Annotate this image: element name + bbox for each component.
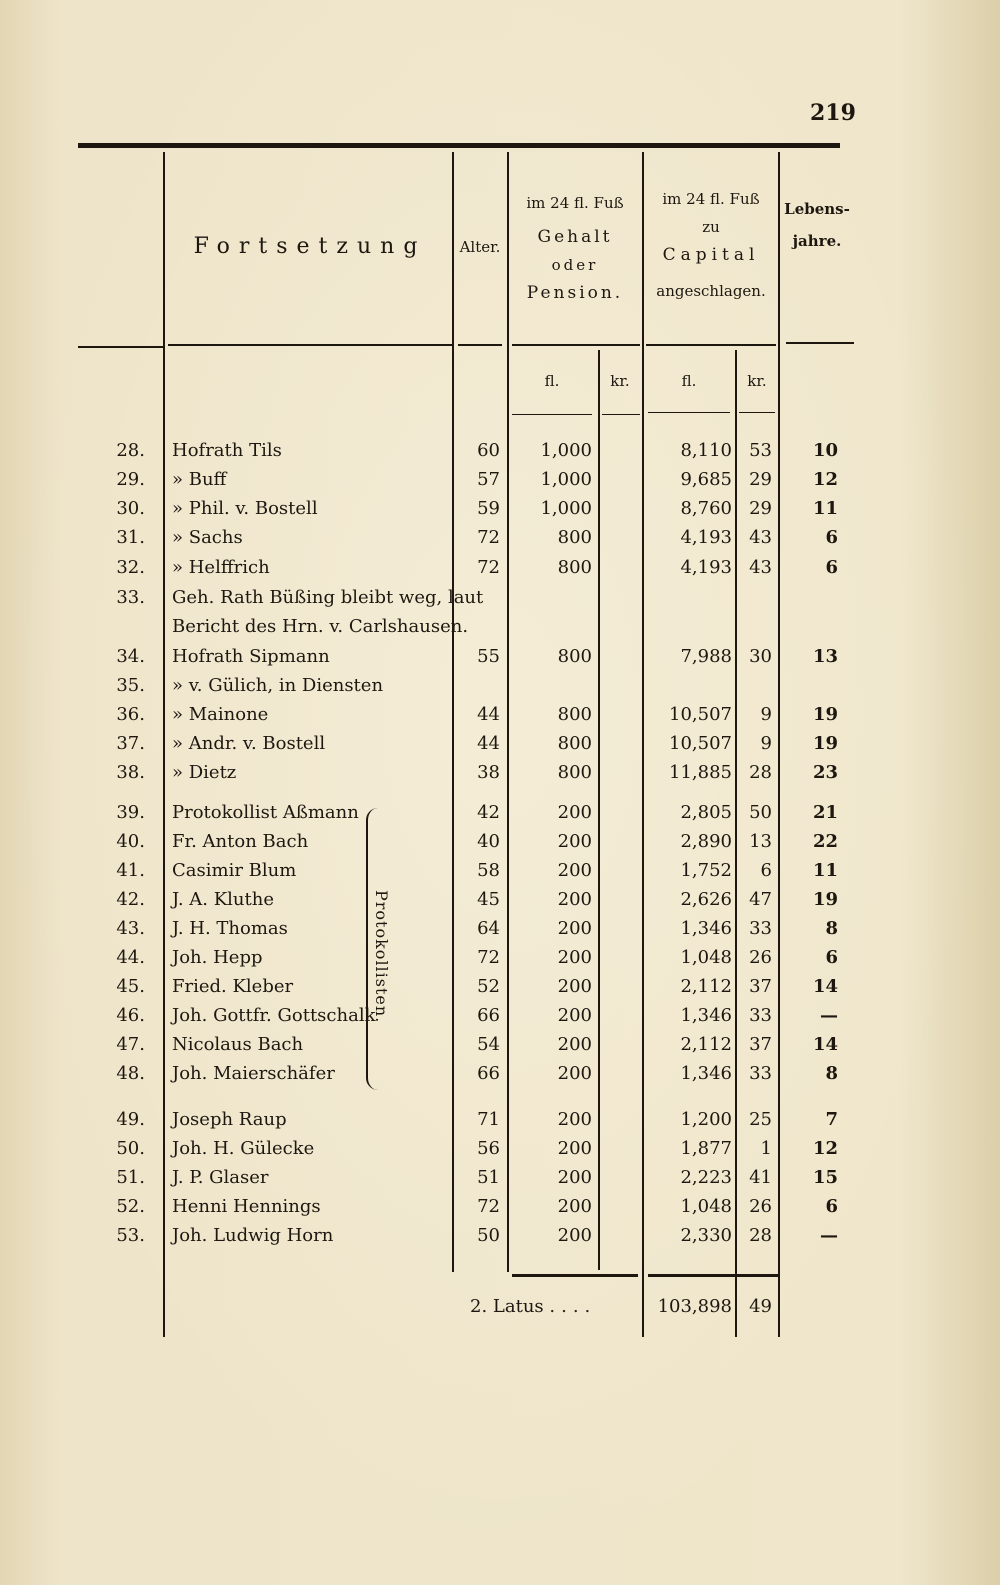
- row-lebensjahre: 6: [825, 1196, 838, 1217]
- table-row: [0, 553, 1000, 582]
- row-capital: 2,112: [680, 976, 732, 997]
- table-row: [0, 583, 1000, 612]
- row-number: 28.: [116, 440, 145, 461]
- row-name: Fr. Anton Bach: [172, 831, 309, 852]
- table-row: [0, 642, 1000, 671]
- table-row: [0, 758, 1000, 787]
- top-rule: [78, 143, 840, 148]
- row-number: 43.: [116, 918, 145, 939]
- row-alter: 72: [477, 1196, 500, 1217]
- row-gehalt: 200: [557, 1063, 592, 1084]
- row-lebensjahre: 12: [812, 469, 838, 490]
- row-number: 45.: [116, 976, 145, 997]
- row-name: » Sachs: [172, 527, 243, 548]
- row-name: Joh. Maierschäfer: [172, 1063, 335, 1084]
- row-lebensjahre: 8: [825, 1063, 838, 1084]
- row-number: 49.: [116, 1109, 145, 1130]
- group-label: Protokollisten.: [372, 890, 391, 1024]
- table-row: [0, 1105, 1000, 1134]
- row-gehalt: 200: [557, 976, 592, 997]
- row-lebensjahre: 19: [812, 733, 838, 754]
- row-name: » Buff: [172, 469, 227, 490]
- row-number: 36.: [116, 704, 145, 725]
- row-kreuzer: 1: [760, 1138, 772, 1159]
- row-name: J. H. Thomas: [172, 918, 288, 939]
- row-gehalt: 800: [557, 646, 592, 667]
- row-alter: 58: [477, 860, 500, 881]
- row-kreuzer: 29: [749, 469, 772, 490]
- row-kreuzer: 28: [749, 762, 772, 783]
- header-line: zu: [702, 218, 720, 236]
- table-row: [0, 827, 1000, 856]
- row-lebensjahre: —: [820, 1225, 838, 1246]
- row-name: » Andr. v. Bostell: [172, 733, 326, 754]
- row-number: 32.: [116, 557, 145, 578]
- row-capital: 2,890: [680, 831, 732, 852]
- row-number: 30.: [116, 498, 145, 519]
- row-alter: 66: [477, 1063, 500, 1084]
- row-alter: 71: [477, 1109, 500, 1130]
- row-lebensjahre: 22: [812, 831, 838, 852]
- row-kreuzer: 13: [749, 831, 772, 852]
- row-alter: 66: [477, 1005, 500, 1026]
- row-capital: 8,760: [680, 498, 732, 519]
- row-capital: 2,330: [680, 1225, 732, 1246]
- row-alter: 64: [477, 918, 500, 939]
- row-lebensjahre: 14: [812, 976, 838, 997]
- total-label-text: 2. Latus: [470, 1296, 544, 1317]
- header-line: Lebens-: [784, 200, 850, 218]
- row-name: Nicolaus Bach: [172, 1034, 304, 1055]
- row-alter: 72: [477, 947, 500, 968]
- row-kreuzer: 37: [749, 1034, 772, 1055]
- row-gehalt: 200: [557, 1138, 592, 1159]
- row-capital: 2,112: [680, 1034, 732, 1055]
- header-line: oder: [551, 256, 599, 274]
- row-name: Bericht des Hrn. v. Carlshausen.: [172, 616, 469, 637]
- row-lebensjahre: 19: [812, 889, 838, 910]
- row-kreuzer: 26: [749, 1196, 772, 1217]
- row-number: 52.: [116, 1196, 145, 1217]
- row-capital: 1,200: [680, 1109, 732, 1130]
- row-number: 46.: [116, 1005, 145, 1026]
- row-name: Geh. Rath Büßing bleibt weg, laut: [172, 587, 484, 608]
- row-capital: 2,223: [680, 1167, 732, 1188]
- row-name: Henni Hennings: [172, 1196, 321, 1217]
- row-gehalt: 800: [557, 733, 592, 754]
- table-row: [0, 494, 1000, 523]
- row-lebensjahre: 6: [825, 527, 838, 548]
- row-kreuzer: 33: [749, 918, 772, 939]
- row-gehalt: 200: [557, 1167, 592, 1188]
- row-lebensjahre: 11: [812, 498, 838, 519]
- row-number: 37.: [116, 733, 145, 754]
- row-name: J. P. Glaser: [172, 1167, 269, 1188]
- row-lebensjahre: —: [820, 1005, 838, 1026]
- header-line: Pension.: [526, 283, 624, 303]
- row-capital: 4,193: [680, 527, 732, 548]
- row-name: Joh. Ludwig Horn: [172, 1225, 334, 1246]
- total-capital: 103,898: [657, 1296, 732, 1317]
- table-row: [0, 1001, 1000, 1030]
- table-row: [0, 1059, 1000, 1088]
- row-number: 40.: [116, 831, 145, 852]
- row-lebensjahre: 6: [825, 947, 838, 968]
- row-kreuzer: 25: [749, 1109, 772, 1130]
- row-gehalt: 200: [557, 1005, 592, 1026]
- row-capital: 2,626: [680, 889, 732, 910]
- row-gehalt: 200: [557, 1225, 592, 1246]
- unit-fl: fl.: [681, 372, 697, 390]
- table-row: [0, 1163, 1000, 1192]
- row-gehalt: 1,000: [540, 440, 592, 461]
- row-name: Fried. Kleber: [172, 976, 294, 997]
- table-row: [0, 1134, 1000, 1163]
- row-name: Hofrath Sipmann: [172, 646, 330, 667]
- row-alter: 56: [477, 1138, 500, 1159]
- row-alter: 40: [477, 831, 500, 852]
- header-rule: [78, 346, 163, 348]
- row-lebensjahre: 7: [825, 1109, 838, 1130]
- row-alter: 44: [477, 733, 500, 754]
- row-gehalt: 200: [557, 860, 592, 881]
- row-alter: 55: [477, 646, 500, 667]
- row-capital: 1,048: [680, 947, 732, 968]
- column-header-name: Fortsetzung: [193, 234, 427, 259]
- table-row: [0, 798, 1000, 827]
- row-kreuzer: 9: [760, 704, 772, 725]
- header-line: jahre.: [792, 232, 842, 250]
- row-kreuzer: 9: [760, 733, 772, 754]
- row-number: 39.: [116, 802, 145, 823]
- row-gehalt: 200: [557, 947, 592, 968]
- row-number: 47.: [116, 1034, 145, 1055]
- row-capital: 1,346: [680, 918, 732, 939]
- row-capital: 11,885: [669, 762, 732, 783]
- header-rule: [646, 344, 776, 346]
- row-kreuzer: 30: [749, 646, 772, 667]
- table-row: [0, 612, 1000, 641]
- row-alter: 50: [477, 1225, 500, 1246]
- row-capital: 2,805: [680, 802, 732, 823]
- leader-dots: ....: [549, 1296, 597, 1317]
- header-rule: [458, 344, 502, 346]
- page-number: 219: [810, 100, 856, 126]
- unit-fl: fl.: [544, 372, 560, 390]
- row-capital: 10,507: [669, 704, 732, 725]
- table-row: [0, 523, 1000, 552]
- row-kreuzer: 50: [749, 802, 772, 823]
- row-kreuzer: 37: [749, 976, 772, 997]
- table-row: [0, 1030, 1000, 1059]
- row-alter: 42: [477, 802, 500, 823]
- row-number: 51.: [116, 1167, 145, 1188]
- row-kreuzer: 43: [749, 557, 772, 578]
- row-gehalt: 800: [557, 704, 592, 725]
- table-row: [0, 972, 1000, 1001]
- table-row: [0, 885, 1000, 914]
- header-line: im 24 fl. Fuß: [662, 190, 760, 208]
- row-lebensjahre: 13: [812, 646, 838, 667]
- row-lebensjahre: 12: [812, 1138, 838, 1159]
- header-line: angeschlagen.: [656, 282, 766, 300]
- row-name: Hofrath Tils: [172, 440, 282, 461]
- header-rule: [512, 344, 640, 346]
- row-capital: 7,988: [680, 646, 732, 667]
- row-name: Joh. Hepp: [172, 947, 263, 968]
- row-kreuzer: 43: [749, 527, 772, 548]
- unit-kr: kr.: [747, 372, 767, 390]
- row-lebensjahre: 6: [825, 557, 838, 578]
- table-row: [0, 1192, 1000, 1221]
- table-row: [0, 465, 1000, 494]
- row-alter: 59: [477, 498, 500, 519]
- row-gehalt: 200: [557, 1034, 592, 1055]
- row-alter: 51: [477, 1167, 500, 1188]
- row-capital: 10,507: [669, 733, 732, 754]
- total-label: [470, 1296, 640, 1317]
- row-capital: 1,346: [680, 1063, 732, 1084]
- unit-rule: [739, 412, 775, 413]
- row-name: Joseph Raup: [172, 1109, 287, 1130]
- row-name: » Mainone: [172, 704, 269, 725]
- row-number: 31.: [116, 527, 145, 548]
- row-alter: 60: [477, 440, 500, 461]
- row-lebensjahre: 10: [812, 440, 838, 461]
- row-number: 29.: [116, 469, 145, 490]
- table-row: [0, 729, 1000, 758]
- unit-rule: [648, 412, 730, 413]
- row-number: 34.: [116, 646, 145, 667]
- row-capital: 1,346: [680, 1005, 732, 1026]
- row-capital: 9,685: [680, 469, 732, 490]
- total-rule: [648, 1274, 778, 1277]
- row-gehalt: 800: [557, 762, 592, 783]
- header-line: Capital: [662, 245, 760, 265]
- row-alter: 38: [477, 762, 500, 783]
- row-lebensjahre: 14: [812, 1034, 838, 1055]
- row-number: 38.: [116, 762, 145, 783]
- row-alter: 54: [477, 1034, 500, 1055]
- row-kreuzer: 41: [749, 1167, 772, 1188]
- row-alter: 57: [477, 469, 500, 490]
- row-name: Joh. H. Gülecke: [172, 1138, 315, 1159]
- column-header-alter: Alter.: [459, 238, 501, 256]
- row-alter: 45: [477, 889, 500, 910]
- row-number: 44.: [116, 947, 145, 968]
- row-name: J. A. Kluthe: [172, 889, 274, 910]
- row-lebensjahre: 19: [812, 704, 838, 725]
- row-number: 48.: [116, 1063, 145, 1084]
- table-row: [0, 436, 1000, 465]
- row-number: 33.: [116, 587, 145, 608]
- unit-rule: [512, 414, 592, 415]
- row-kreuzer: 6: [760, 860, 772, 881]
- row-gehalt: 200: [557, 1109, 592, 1130]
- row-name: » Dietz: [172, 762, 237, 783]
- row-number: 35.: [116, 675, 145, 696]
- row-lebensjahre: 8: [825, 918, 838, 939]
- row-alter: 72: [477, 557, 500, 578]
- row-number: 41.: [116, 860, 145, 881]
- row-kreuzer: 33: [749, 1063, 772, 1084]
- row-lebensjahre: 15: [812, 1167, 838, 1188]
- row-name: » Phil. v. Bostell: [172, 498, 318, 519]
- total-rule: [512, 1274, 638, 1277]
- row-gehalt: 800: [557, 557, 592, 578]
- row-alter: 72: [477, 527, 500, 548]
- row-capital: 8,110: [680, 440, 732, 461]
- row-kreuzer: 53: [749, 440, 772, 461]
- row-alter: 44: [477, 704, 500, 725]
- row-capital: 1,877: [680, 1138, 732, 1159]
- row-lebensjahre: 21: [812, 802, 838, 823]
- row-gehalt: 200: [557, 831, 592, 852]
- header-rule: [168, 344, 452, 346]
- header-line: im 24 fl. Fuß: [526, 194, 624, 212]
- row-name: Protokollist Aßmann: [172, 802, 359, 823]
- row-name: » Helffrich: [172, 557, 270, 578]
- table-row: [0, 914, 1000, 943]
- unit-kr: kr.: [610, 372, 630, 390]
- row-kreuzer: 29: [749, 498, 772, 519]
- row-lebensjahre: 23: [812, 762, 838, 783]
- row-kreuzer: 26: [749, 947, 772, 968]
- table-row: [0, 943, 1000, 972]
- table-row: [0, 856, 1000, 885]
- unit-rule: [602, 414, 640, 415]
- table-row: [0, 1221, 1000, 1250]
- row-gehalt: 800: [557, 527, 592, 548]
- row-name: Joh. Gottfr. Gottschalk: [172, 1005, 376, 1026]
- row-name: Casimir Blum: [172, 860, 297, 881]
- row-alter: 52: [477, 976, 500, 997]
- row-capital: 1,752: [680, 860, 732, 881]
- row-gehalt: 200: [557, 802, 592, 823]
- row-number: 42.: [116, 889, 145, 910]
- row-number: 50.: [116, 1138, 145, 1159]
- row-capital: 4,193: [680, 557, 732, 578]
- row-kreuzer: 28: [749, 1225, 772, 1246]
- row-gehalt: 1,000: [540, 498, 592, 519]
- header-rule: [786, 342, 854, 344]
- row-gehalt: 200: [557, 1196, 592, 1217]
- row-gehalt: 200: [557, 918, 592, 939]
- row-kreuzer: 47: [749, 889, 772, 910]
- row-capital: 1,048: [680, 1196, 732, 1217]
- table-row: [0, 700, 1000, 729]
- total-kr: 49: [749, 1296, 772, 1317]
- table-row: [0, 671, 1000, 700]
- header-line: Gehalt: [537, 227, 613, 247]
- row-gehalt: 1,000: [540, 469, 592, 490]
- row-lebensjahre: 11: [812, 860, 838, 881]
- row-name: » v. Gülich, in Diensten: [172, 675, 384, 696]
- row-gehalt: 200: [557, 889, 592, 910]
- row-number: 53.: [116, 1225, 145, 1246]
- row-kreuzer: 33: [749, 1005, 772, 1026]
